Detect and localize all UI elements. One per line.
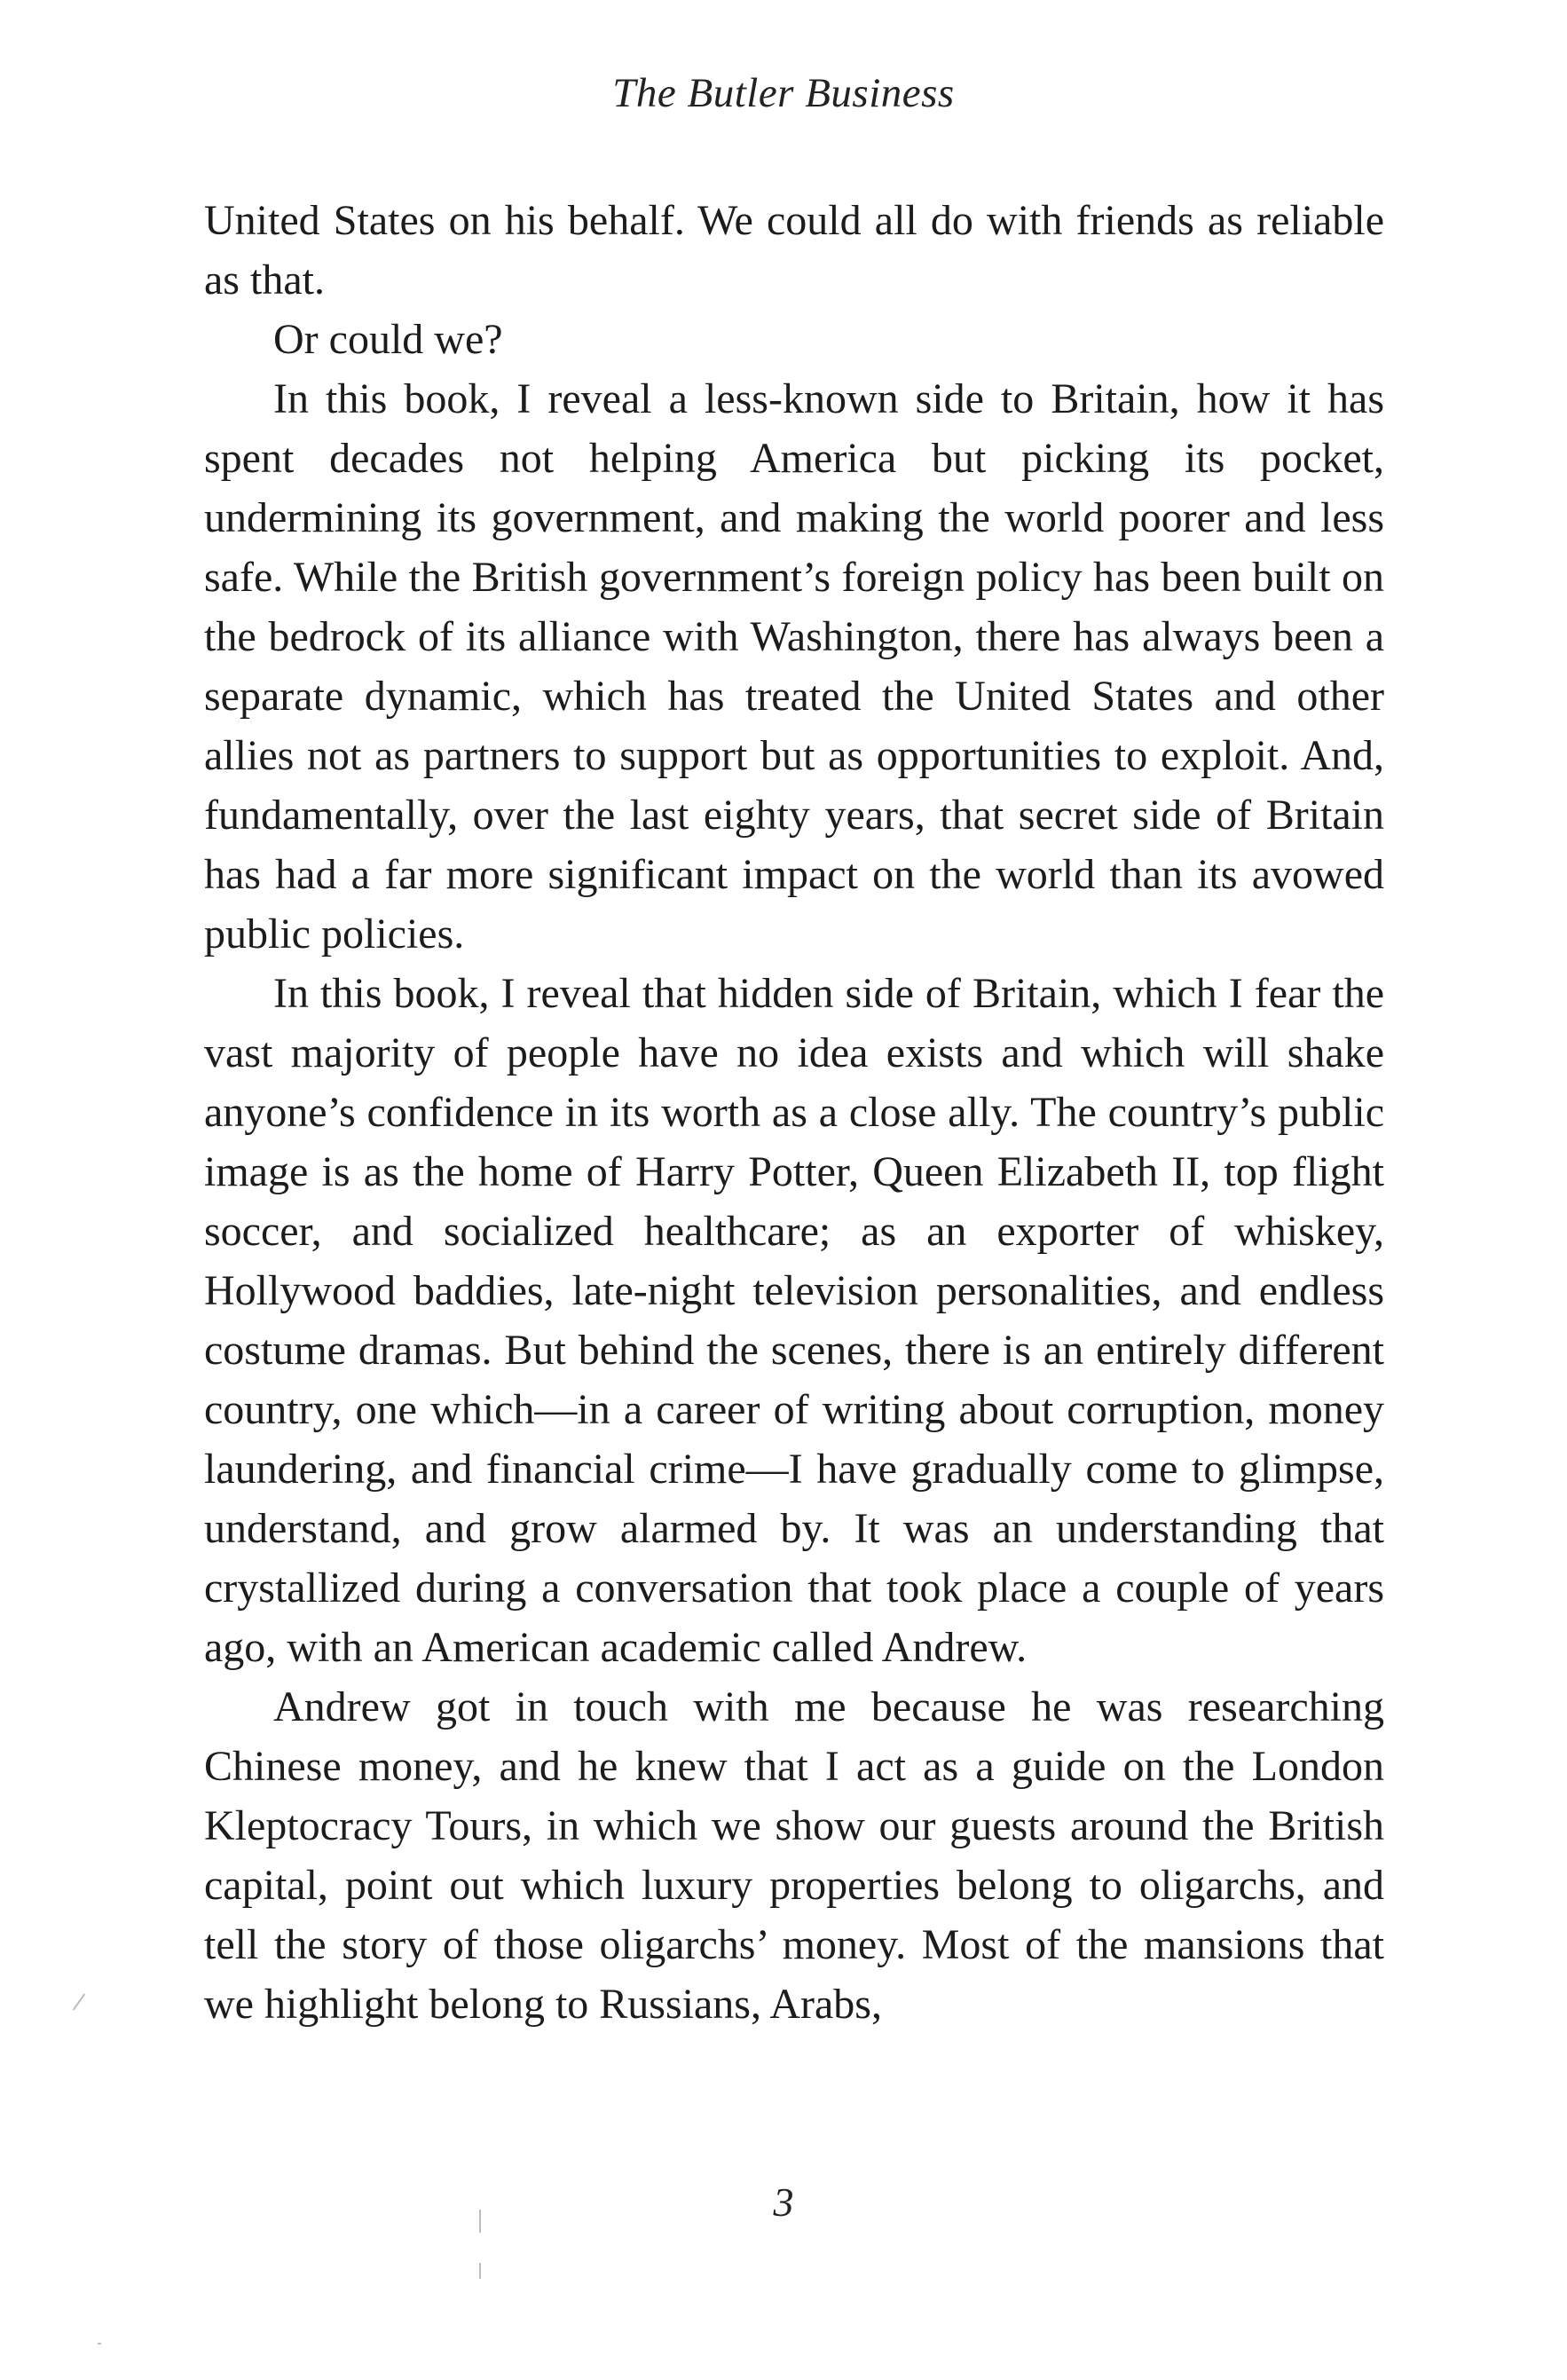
paragraph: In this book, I reveal a less-known side to Britain, how it has spent decades not helping America but picking its pocket, undermining its government, and making the world poorer and less safe. While the British government’s foreign policy has been built on the bedrock of its alliance with Washington, there has always been a separate dynamic, which has treated the United States and other allies not as partners to support but as opportunities to exploit. And, fundamentally, over the last eighty years, that secret side of Britain has had a far more significant impact on the world than its avowed public policies.	[204, 375, 1384, 958]
paragraph: United States on his behalf. We could all do with friends as reliable as that.	[204, 197, 1384, 303]
page-number: 3	[773, 2179, 794, 2225]
body-text	[204, 191, 1384, 2034]
scan-artifact	[479, 2263, 481, 2279]
scan-artifact	[98, 2343, 101, 2345]
paragraph: Andrew got in touch with me because he was researching Chinese money, and he knew that I act as a guide on the London Kleptocracy Tours, in which we show our guests around the British capital, point out which luxury properties belong to oligarchs, and tell the story of those oligarchs’ money. Most of the mansions that we highlight belong to Russians, Arabs,	[204, 1683, 1384, 2028]
scan-artifact	[479, 2210, 481, 2233]
paragraph: Or could we?	[273, 316, 503, 363]
running-head: The Butler Business	[612, 70, 955, 116]
scan-artifact	[73, 1993, 85, 2010]
paragraph: In this book, I reveal that hidden side of Britain, which I fear the vast majority of people have no idea exists and which will shake anyone’s confidence in its worth as a close ally. The country’s public image is as the home of Harry Potter, Queen Elizabeth II, top flight soccer, and socialized healthcare; as an exporter of whiskey, Hollywood baddies, late-night television personalities, and endless costume dramas. But behind the scenes, there is an entirely different country, one which—in a career of writing about corruption, money laundering, and financial crime—I have gradually come to glimpse, understand, and grow alarmed by. It was an understanding that crystallized during a conversation that took place a couple of years ago, with an American academic called Andrew.	[204, 970, 1384, 1671]
